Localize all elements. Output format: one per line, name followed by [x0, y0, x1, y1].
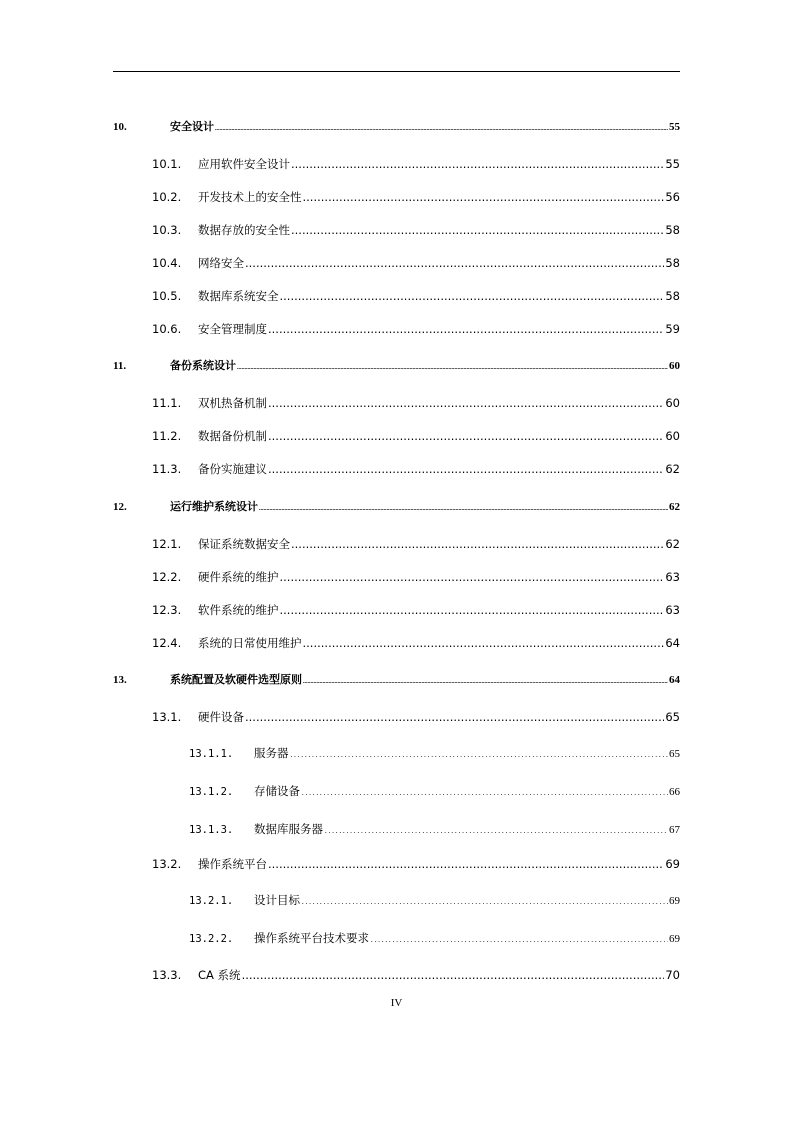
toc-entry-title: 存储设备 — [254, 784, 300, 798]
toc-dot-leader — [291, 221, 664, 239]
toc-entry-number: 13.1.3. — [189, 824, 234, 836]
toc-entry-number: 13.2. — [152, 857, 182, 871]
toc-dot-leader — [245, 708, 664, 726]
toc-entry-page: 69 — [669, 895, 680, 907]
toc-dot-leader — [280, 287, 665, 305]
page-number: IV — [390, 997, 403, 1009]
toc-entry-number: 12. — [113, 501, 127, 513]
toc-entry-number: 10. — [113, 121, 127, 133]
toc-entry-page: 58 — [665, 256, 680, 270]
toc-entry-title: 服务器 — [254, 746, 289, 760]
toc-dot-leader — [301, 894, 668, 912]
toc-entry-page: 69 — [665, 857, 680, 871]
toc-entry-page: 64 — [665, 636, 680, 650]
toc-entry-title: 运行维护系统设计 — [170, 500, 258, 513]
toc-dot-leader — [268, 855, 664, 873]
toc-entry-number: 13. — [113, 674, 127, 686]
toc-entry-number: 10.2. — [152, 190, 182, 204]
toc-dot-leader — [291, 535, 664, 553]
toc-entry-page: 60 — [665, 429, 680, 443]
toc-entry-number: 10.5. — [152, 289, 182, 303]
toc-entry-level-2[interactable] — [152, 427, 680, 445]
toc-dot-leader — [301, 785, 668, 803]
toc-entry-number: 11.1. — [152, 396, 182, 410]
toc-entry-title: 硬件设备 — [198, 710, 244, 724]
toc-entry-title: 备份实施建议 — [198, 462, 267, 476]
toc-entry-level-2[interactable] — [152, 155, 680, 173]
toc-entry-level-3[interactable] — [189, 891, 680, 909]
toc-entry-level-2[interactable] — [152, 634, 680, 652]
toc-entry-number: 13.2.2. — [189, 933, 234, 945]
toc-entry-title: 数据备份机制 — [198, 429, 267, 443]
toc-entry-page: 58 — [665, 223, 680, 237]
toc-entry-number: 10.1. — [152, 157, 182, 171]
toc-entry-title: 硬件系统的维护 — [198, 570, 279, 584]
toc-entry-number: 10.6. — [152, 322, 182, 336]
toc-entry-number: 13.2.1. — [189, 895, 234, 907]
toc-entry-number: 12.2. — [152, 570, 182, 584]
toc-entry-level-2[interactable] — [152, 601, 680, 619]
toc-dot-leader — [324, 823, 668, 841]
toc-entry-level-1[interactable] — [113, 498, 680, 516]
toc-entry-level-1[interactable] — [113, 118, 680, 136]
toc-entry-title: 开发技术上的安全性 — [198, 190, 302, 204]
toc-dot-leader — [268, 320, 664, 338]
toc-dot-leader — [268, 460, 664, 478]
toc-dot-leader — [259, 500, 668, 518]
toc-entry-level-2[interactable] — [152, 254, 680, 272]
toc-entry-level-2[interactable] — [152, 535, 680, 553]
toc-entry-level-2[interactable] — [152, 188, 680, 206]
toc-entry-page: 60 — [665, 396, 680, 410]
toc-entry-page: 64 — [669, 674, 680, 686]
toc-entry-page: 70 — [665, 968, 680, 982]
toc-entry-title: 备份系统设计 — [170, 359, 236, 372]
toc-entry-level-2[interactable] — [152, 568, 680, 586]
toc-entry-level-1[interactable] — [113, 671, 680, 689]
toc-entry-level-3[interactable] — [189, 744, 680, 762]
toc-entry-title: 保证系统数据安全 — [198, 537, 290, 551]
toc-entry-number: 12.3. — [152, 603, 182, 617]
toc-entry-title: 应用软件安全设计 — [198, 157, 290, 171]
toc-entry-level-2[interactable] — [152, 221, 680, 239]
toc-entry-level-3[interactable] — [189, 929, 680, 947]
toc-entry-level-2[interactable] — [152, 966, 680, 984]
toc-entry-level-2[interactable] — [152, 855, 680, 873]
toc-entry-title: 软件系统的维护 — [198, 603, 279, 617]
toc-entry-number: 11.3. — [152, 462, 182, 476]
toc-entry-title: 操作系统平台技术要求 — [254, 931, 369, 945]
toc-entry-level-2[interactable] — [152, 394, 680, 412]
toc-entry-level-2[interactable] — [152, 708, 680, 726]
toc-entry-title: 数据库系统安全 — [198, 289, 279, 303]
toc-entry-number: 10.4. — [152, 256, 182, 270]
toc-entry-page: 62 — [665, 537, 680, 551]
toc-entry-page: 69 — [669, 933, 680, 945]
toc-entry-number: 13.1.1. — [189, 748, 234, 760]
toc-entry-page: 60 — [669, 360, 680, 372]
toc-entry-page: 59 — [665, 322, 680, 336]
toc-dot-leader — [303, 673, 668, 691]
toc-entry-page: 67 — [669, 824, 680, 836]
toc-entry-number: 11.2. — [152, 429, 182, 443]
toc-entry-title: 安全管理制度 — [198, 322, 267, 336]
toc-entry-number: 12.1. — [152, 537, 182, 551]
toc-dot-leader — [280, 568, 665, 586]
toc-dot-leader — [290, 747, 669, 765]
toc-dot-leader — [370, 932, 668, 950]
toc-entry-title: 安全设计 — [170, 120, 214, 133]
toc-entry-page: 56 — [665, 190, 680, 204]
toc-entry-title: 数据存放的安全性 — [198, 223, 290, 237]
toc-entry-number: 13.3. — [152, 968, 182, 982]
toc-dot-leader — [291, 155, 664, 173]
toc-entry-level-3[interactable] — [189, 782, 680, 800]
toc-entry-title: 设计目标 — [254, 893, 300, 907]
toc-entry-page: 58 — [665, 289, 680, 303]
toc-entry-page: 55 — [665, 157, 680, 171]
toc-entry-title: 操作系统平台 — [198, 857, 267, 871]
toc-entry-level-2[interactable] — [152, 287, 680, 305]
toc-dot-leader — [242, 966, 665, 984]
toc-entry-title: 双机热备机制 — [198, 396, 267, 410]
toc-dot-leader — [280, 601, 665, 619]
toc-dot-leader — [237, 359, 668, 377]
toc-entry-title: 数据库服务器 — [254, 822, 323, 836]
toc-entry-page: 65 — [665, 710, 680, 724]
toc-entry-page: 65 — [669, 748, 680, 760]
toc-dot-leader — [268, 427, 664, 445]
toc-entry-page: 63 — [665, 603, 680, 617]
toc-entry-level-1[interactable] — [113, 357, 680, 375]
toc-entry-number: 12.4. — [152, 636, 182, 650]
toc-entry-title: 网络安全 — [198, 256, 244, 270]
toc-entry-level-2[interactable] — [152, 320, 680, 338]
toc-dot-leader — [215, 120, 668, 138]
toc-entry-number: 13.1. — [152, 710, 182, 724]
toc-entry-title: 系统配置及软硬件选型原则 — [170, 673, 302, 686]
toc-entry-title: 系统的日常使用维护 — [198, 636, 302, 650]
toc-entry-page: 55 — [669, 121, 680, 133]
toc-entry-level-2[interactable] — [152, 460, 680, 478]
toc-entry-number: 10.3. — [152, 223, 182, 237]
toc-entry-level-3[interactable] — [189, 820, 680, 838]
toc-entry-page: 62 — [665, 462, 680, 476]
toc-entry-number: 11. — [113, 360, 127, 372]
toc-dot-leader — [268, 394, 664, 412]
toc-entry-page: 66 — [669, 786, 680, 798]
toc-entry-page: 63 — [665, 570, 680, 584]
toc-dot-leader — [303, 634, 665, 652]
toc-entry-title: CA 系统 — [198, 968, 241, 982]
toc-dot-leader — [245, 254, 664, 272]
toc-entry-number: 13.1.2. — [189, 786, 234, 798]
toc-dot-leader — [303, 188, 665, 206]
toc-entry-page: 62 — [669, 501, 680, 513]
